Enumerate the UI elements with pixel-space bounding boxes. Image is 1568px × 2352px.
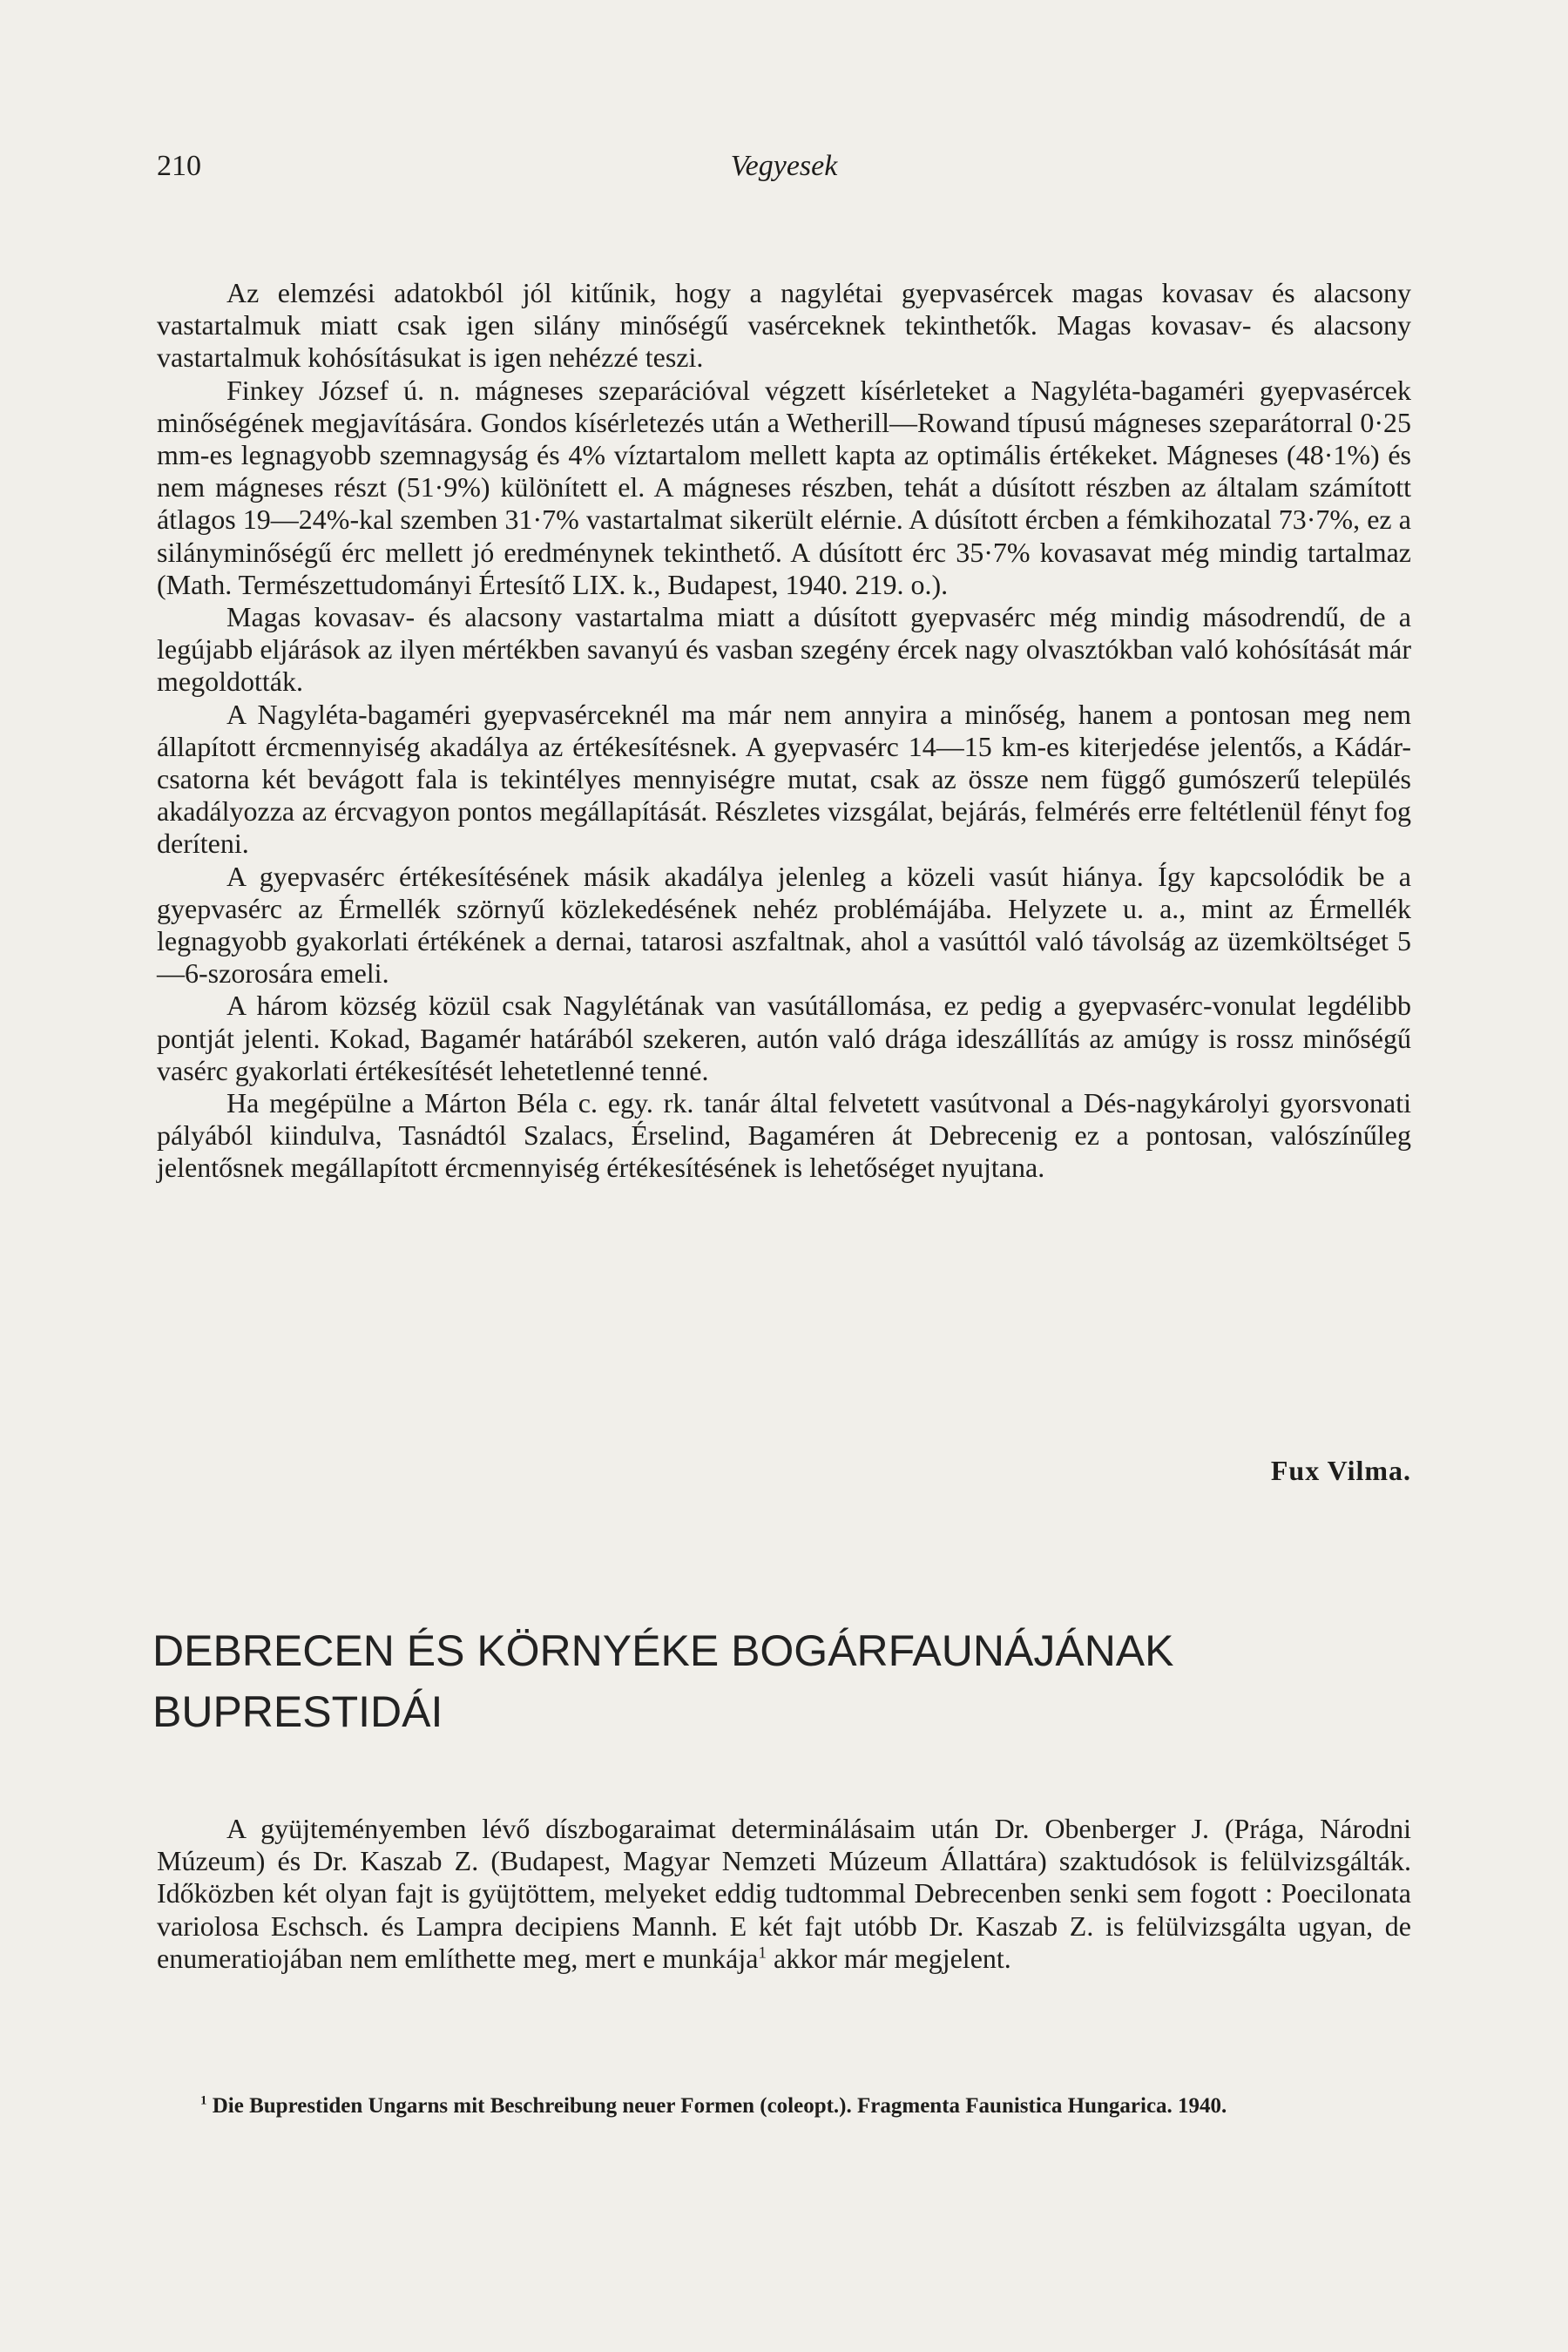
footnote-reference: 1 [758,1943,767,1963]
footnote [157,2094,1411,2118]
paragraph-text: akkor már megjelent. [767,1942,1011,1974]
section-title-line: DEBRECEN ÉS KÖRNYÉKE BOGÁRFAUNÁJÁNAK [152,1626,1174,1675]
article-body [157,277,1411,1185]
paragraph: A három község közül csak Nagylétának van vasútállomása, ez pedig a gyepvasérc-vonulat legdélibb pontját jelenti. Kokad, Bagamér határából szekeren, autón való drága ideszállítás az amúgy is rossz minőségű vasérc gyakorlati értékesítését lehetetlenné tenné. [157,990,1411,1086]
footnote-text [157,2094,1411,2118]
page-header [157,150,1411,193]
paragraph: Az elemzési adatokból jól kitűnik, hogy a nagylétai gyepvasércek magas kovasav és alacsony vastartalmuk miatt csak igen silány minőségű vasérceknek tekinthetők. Magas kovasav- és alacsony vastartalmuk kohósításukat is igen nehézzé teszi. [157,277,1411,374]
paragraph: A gyepvasérc értékesítésének másik akadálya jelenleg a közeli vasút hiánya. Így kapcsolódik be a gyepvasérc az Érmellék szörnyű közlekedésének nehéz problémájába. Helyzete u. a., mint az Érmellék legnagyobb gyakorlati értékének a dernai, tatarosi aszfaltnak, ahol a vasúttól való távolság az üzemköltséget 5—6-szorosára emeli. [157,860,1411,990]
page-number: 210 [157,150,201,182]
section-title [152,1620,1459,1742]
running-title: Vegyesek [730,150,838,182]
section-body [157,1813,1411,1975]
paragraph: Finkey József ú. n. mágneses szeparációval végzett kísérleteket a Nagyléta-bagaméri gyepvasércek minőségének megjavítására. Gondos kísérletezés után a Wetherill—Rowand típusú mágneses szeparátorral 0·25 mm-es legnagyobb szemnagyság és 4% víztartalom mellett kapta az optimális értékeket. Mágneses (48·1%) és nem mágneses részt (51·9%) különített el. A mágneses részben, tehát a dúsított részben az általam számított átlagos 19—24%-kal szemben 31·7% vastartalmat sikerült elérnie. A dúsított ércben a fémkihozatal 73·7%, ez a silányminőségű érc mellett jó eredménynek tekinthető. A dúsított érc 35·7% kovasavat még mindig tartalmaz (Math. Természettudományi Értesítő LIX. k., Budapest, 1940. 219. o.). [157,374,1411,600]
paragraph: A Nagyléta-bagaméri gyepvasérceknél ma már nem annyira a minőség, hanem a pontosan meg nem állapított ércmennyiség akadálya az értékesítésnek. A gyepvasérc 14—15 km-es kiterjedése jelentős, a Kádár-csatorna két bevágott fala is tekintélyes mennyiségre mutat, csak az össze nem függő gumószerű település akadályozza az ércvagyon pontos megállapítását. Részletes vizsgálat, bejárás, felmérés erre feltétlenül fényt fog deríteni. [157,698,1411,860]
paragraph: Ha megépülne a Márton Béla c. egy. rk. tanár által felvetett vasútvonal a Dés-nagykárolyi gyorsvonati pályából kiindulva, Tasnádtól Szalacs, Érselind, Bagaméren át Debrecenig ez a pontosan, valószínűleg jelentősnek megállapított ércmennyiség értékesítésének is lehetőséget nyujtana. [157,1087,1411,1184]
paragraph [157,1813,1411,1975]
footnote-mark: 1 [200,2093,207,2108]
paragraph-text: A gyüjteményemben lévő díszbogaraimat determinálásaim után Dr. Obenberger J. (Prága, Národni Múzeum) és Dr. Kaszab Z. (Budapest, Magyar Nemzeti Múzeum Állattára) szaktudósok is felülvizsgálták. Időközben két olyan fajt is gyüjtöttem, melyeket eddig tudtommal Debrecenben senki sem fogott : Poecilonata variolosa Eschsch. és Lampra decipiens Mannh. E két fajt utóbb Dr. Kaszab Z. is felülvizsgálta ugyan, de enumeratiojában nem említhette meg, mert e munkája [157,1813,1411,1974]
footnote-content: Die Buprestiden Ungarns mit Beschreibung neuer Formen (coleopt.). Fragmenta Faunistica Hungarica. 1940. [206,2094,1227,2118]
author-signature: Fux Vilma. [1270,1455,1411,1486]
paragraph: Magas kovasav- és alacsony vastartalma miatt a dúsított gyepvasérc még mindig másodrendű, de a legújabb eljárások az ilyen mértékben savanyú és vasban szegény ércek nagy olvasztókban való kohósítását már megoldották. [157,601,1411,698]
section-title-line: BUPRESTIDÁI [152,1687,443,1736]
